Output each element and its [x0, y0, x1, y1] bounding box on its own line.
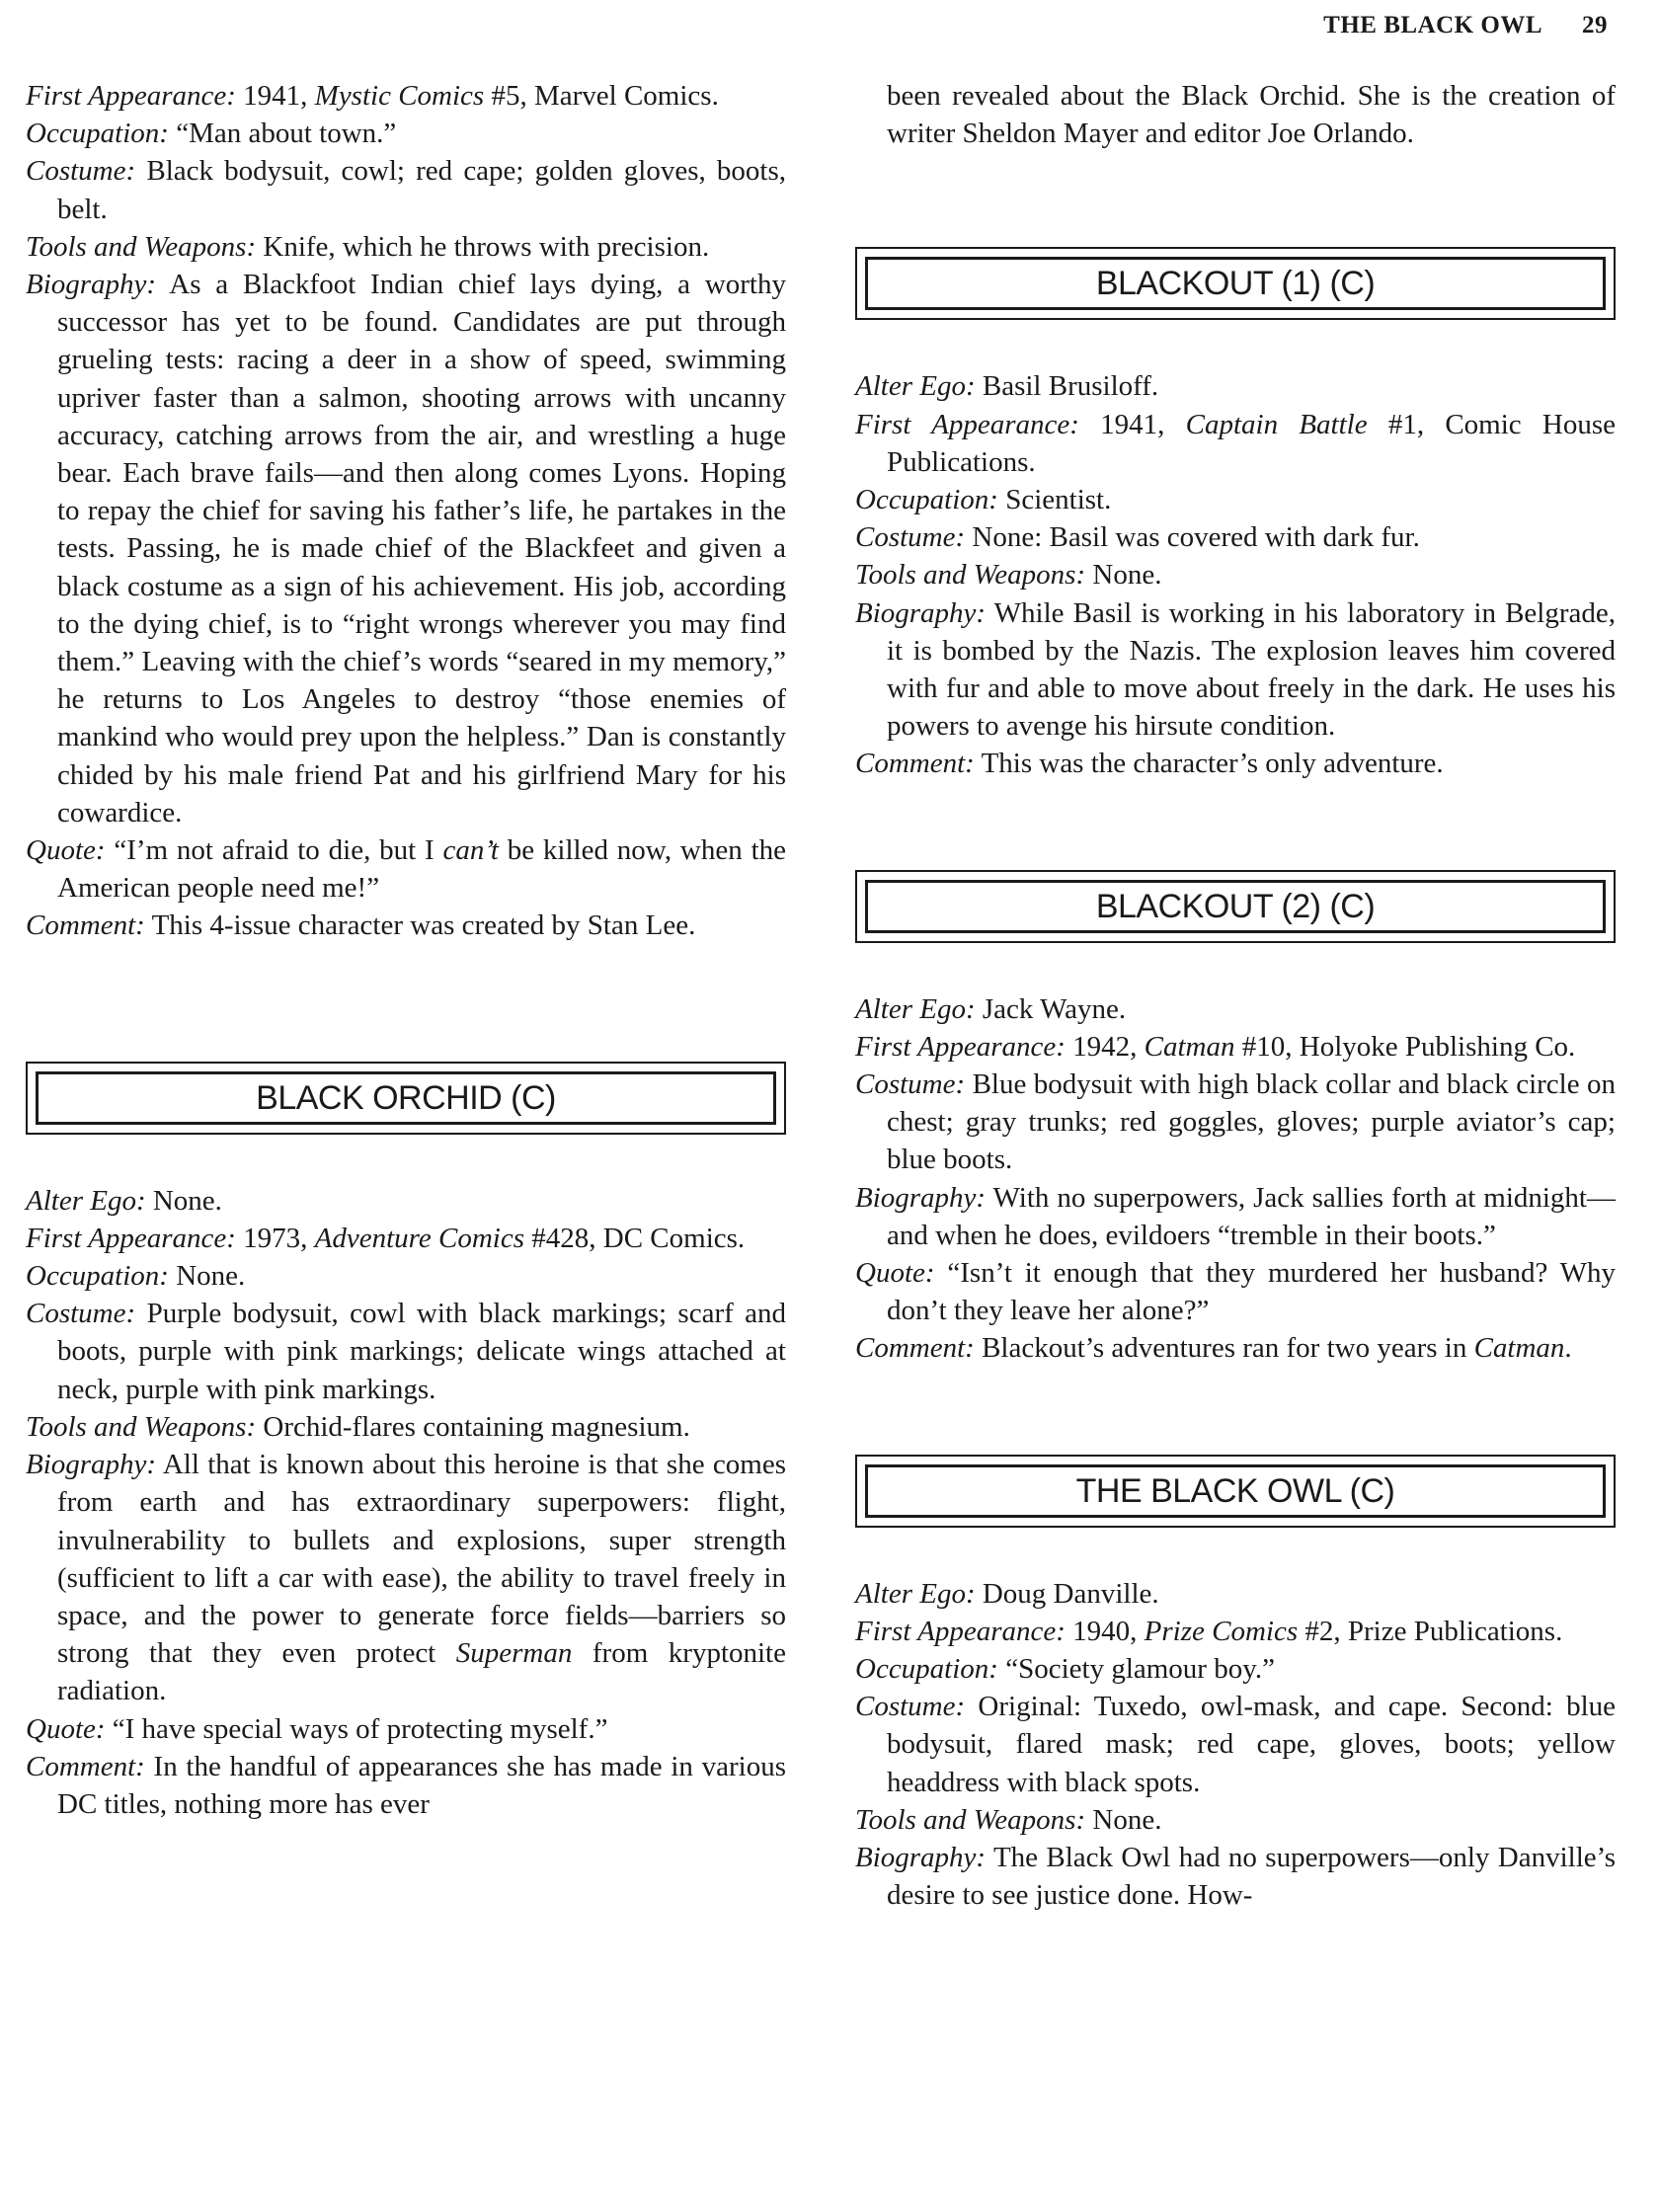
field-biography	[855, 1179, 1616, 1254]
field-text: 1973,	[243, 1222, 315, 1254]
field-label: First Appearance:	[855, 1615, 1066, 1647]
field-label: Biography:	[26, 1449, 157, 1481]
field-label: Tools and Weapons:	[26, 1410, 257, 1443]
heading-blackout-2-title: BLACKOUT (2) (C)	[865, 880, 1606, 933]
heading-blackout-1-title: BLACKOUT (1) (C)	[865, 257, 1606, 310]
field-label: Alter Ego:	[855, 370, 976, 403]
field-title-italic: Catman	[1144, 1030, 1235, 1063]
field-occupation	[26, 1257, 786, 1295]
heading-black-owl	[855, 1455, 1616, 1528]
field-text: Doug Danville.	[982, 1577, 1159, 1610]
field-costume	[26, 152, 786, 227]
field-text: 1942,	[1072, 1030, 1145, 1063]
field-tools-and-weapons	[26, 1408, 786, 1446]
field-text: This was the character’s only adventure.	[981, 748, 1444, 780]
field-title-italic: Prize Comics	[1144, 1615, 1299, 1647]
field-title-italic: Adventure Comics	[314, 1222, 525, 1254]
field-label: Comment:	[26, 909, 145, 942]
heading-black-orchid-title: BLACK ORCHID (C)	[36, 1071, 776, 1125]
field-label: First Appearance:	[855, 1030, 1066, 1063]
field-text: While Basil is working in his laboratory in Belgrade, it is bombed by the Nazis. The explosion leaves him covered with fur and able to move about freely in the dark. He uses his powers to avenge his hirsute condition.	[887, 596, 1616, 743]
field-label: Biography:	[855, 596, 987, 629]
field-text: 1941,	[1100, 408, 1186, 440]
field-label: First Appearance:	[26, 80, 236, 112]
running-title: THE BLACK OWL	[1323, 12, 1542, 39]
field-alter-ego	[26, 1182, 786, 1220]
field-text: #5, Marvel Comics.	[484, 80, 719, 112]
field-biography	[26, 1446, 786, 1709]
field-first-appearance	[26, 1220, 786, 1257]
heading-blackout-1	[855, 247, 1616, 320]
field-label: Biography:	[26, 269, 157, 301]
field-label: Alter Ego:	[26, 1184, 146, 1217]
field-text: With no superpowers, Jack sallies forth at midnight—and when he does, evildoers “tremble in their boots.”	[887, 1181, 1616, 1251]
field-occupation	[855, 481, 1616, 518]
field-text: .	[1564, 1332, 1572, 1365]
entry-blackout-2	[855, 990, 1616, 1368]
field-alter-ego	[855, 990, 1616, 1028]
field-text: None.	[1092, 559, 1162, 592]
field-text: In the handful of appearances she has made in various DC titles, nothing more has ever	[57, 1750, 787, 1820]
field-first-appearance	[855, 406, 1616, 481]
field-label: Costume:	[26, 1298, 136, 1330]
field-label: Occupation:	[26, 1260, 169, 1293]
entry-lyons	[26, 77, 786, 945]
field-label: Comment:	[855, 748, 975, 780]
field-label: First Appearance:	[855, 408, 1079, 440]
field-comment	[855, 745, 1616, 782]
field-first-appearance	[855, 1028, 1616, 1066]
field-text: from kryptonite radiation.	[57, 1637, 786, 1707]
field-label: Biography:	[855, 1842, 987, 1874]
field-label: Quote:	[26, 834, 106, 867]
field-label: Costume:	[855, 1068, 966, 1101]
field-label: Tools and Weapons:	[26, 230, 257, 263]
field-alter-ego	[855, 367, 1616, 405]
field-tools-and-weapons	[26, 228, 786, 266]
field-label: Costume:	[855, 521, 966, 554]
field-text: “Society glamour boy.”	[1005, 1653, 1275, 1686]
field-label: Comment:	[26, 1750, 145, 1782]
page-number: 29	[1582, 12, 1608, 39]
field-text: This 4-issue character was created by Stan Lee.	[151, 909, 696, 942]
field-costume	[26, 1295, 786, 1408]
field-label: Alter Ego:	[855, 992, 976, 1025]
field-comment	[26, 1748, 786, 1823]
heading-black-orchid	[26, 1062, 786, 1135]
left-column	[26, 77, 786, 1823]
field-text: Basil Brusiloff.	[982, 370, 1159, 403]
field-alter-ego	[855, 1575, 1616, 1613]
field-biography	[855, 594, 1616, 746]
field-occupation	[26, 115, 786, 152]
field-text: #428, DC Comics.	[524, 1222, 746, 1254]
field-label: Tools and Weapons:	[855, 1803, 1086, 1836]
entry-black-orchid	[26, 1182, 786, 1823]
field-text: None.	[1092, 1803, 1162, 1836]
field-text: Purple bodysuit, cowl with black markings; scarf and boots, purple with pink markings; delicate wings attached at neck, purple with pink markings.	[57, 1298, 787, 1405]
field-costume	[855, 518, 1616, 556]
field-biography	[26, 266, 786, 831]
field-label: Biography:	[855, 1181, 987, 1214]
field-text: Knife, which he throws with precision.	[263, 230, 710, 263]
field-biography	[855, 1839, 1616, 1914]
field-label: Costume:	[855, 1691, 966, 1723]
field-tools-and-weapons	[855, 1801, 1616, 1839]
field-comment	[855, 1329, 1616, 1367]
field-label: Occupation:	[855, 484, 998, 516]
field-text: “Isn’t it enough that they murdered her husband? Why don’t they leave her alone?”	[887, 1257, 1616, 1327]
field-text: 1940,	[1072, 1615, 1145, 1647]
field-text: #1, Comic House Publications.	[887, 408, 1617, 478]
field-text: None: Basil was covered with dark fur.	[972, 521, 1420, 554]
field-label: Occupation:	[26, 118, 169, 150]
field-label: Tools and Weapons:	[855, 559, 1086, 592]
field-quote	[26, 1710, 786, 1748]
field-text: 1941,	[243, 80, 315, 112]
field-costume	[855, 1688, 1616, 1801]
field-label: Comment:	[855, 1332, 975, 1365]
field-text: “I have special ways of protecting myself.”	[112, 1712, 608, 1745]
field-occupation	[855, 1650, 1616, 1688]
field-label: Costume:	[26, 155, 136, 188]
entry-blackout-1	[855, 367, 1616, 782]
field-costume	[855, 1066, 1616, 1179]
running-header	[1323, 12, 1608, 40]
field-text: #2, Prize Publications.	[1298, 1615, 1563, 1647]
field-text: Jack Wayne.	[982, 992, 1127, 1025]
field-title-italic: Catman	[1473, 1332, 1565, 1365]
field-tools-and-weapons	[855, 556, 1616, 593]
field-label: First Appearance:	[26, 1222, 236, 1254]
field-first-appearance	[855, 1613, 1616, 1650]
field-title-italic: Superman	[455, 1637, 573, 1670]
field-text: Black bodysuit, cowl; red cape; golden gloves, boots, belt.	[57, 155, 786, 225]
field-text: be killed now, when the American people need me!”	[57, 834, 786, 905]
field-quote	[26, 831, 786, 907]
heading-black-owl-title: THE BLACK OWL (C)	[865, 1464, 1606, 1518]
field-label: Quote:	[855, 1257, 935, 1290]
black-orchid-continuation: been revealed about the Black Orchid. She is the creation of writer Sheldon Mayer and editor Joe Orlando.	[887, 80, 1616, 150]
field-title-italic: Mystic Comics	[314, 80, 485, 112]
field-text: All that is known about this heroine is that she comes from earth and has extraordinary superpowers: flight, invulnerability to bullets and explosions, super strength (sufficient to lift a car with ease), the ability to travel freely in space, and the power to generate force fields—barriers so strong that they even protect	[57, 1449, 786, 1670]
field-text: #10, Holyoke Publishing Co.	[1234, 1030, 1576, 1063]
field-text: “Man about town.”	[176, 118, 397, 150]
field-text: Blackout’s adventures ran for two years in	[982, 1332, 1474, 1365]
field-label: Alter Ego:	[855, 1577, 976, 1610]
field-text: Blue bodysuit with high black collar and black circle on chest; gray trunks; red goggles, gloves; purple aviator’s cap; blue boots.	[887, 1068, 1616, 1176]
field-quote	[855, 1254, 1616, 1329]
right-column	[855, 77, 1616, 1915]
field-text: Orchid-flares containing magnesium.	[263, 1410, 690, 1443]
field-first-appearance	[26, 77, 786, 115]
field-label: Occupation:	[855, 1653, 998, 1686]
field-title-italic: Captain Battle	[1185, 408, 1368, 440]
field-text: “I’m not afraid to die, but I	[114, 834, 443, 867]
field-comment	[26, 907, 786, 944]
field-text: The Black Owl had no superpowers—only Danville’s desire to see justice done. How-	[887, 1842, 1616, 1912]
field-label: Quote:	[26, 1712, 106, 1745]
entry-black-owl	[855, 1575, 1616, 1915]
field-text: None.	[152, 1184, 222, 1217]
field-text: Original: Tuxedo, owl-mask, and cape. Second: blue bodysuit, flared mask; red cape, gloves, boots; yellow headdress with black spots.	[887, 1691, 1616, 1798]
field-title-italic: can’t	[442, 834, 499, 867]
field-text: None.	[176, 1260, 246, 1293]
heading-blackout-2	[855, 870, 1616, 943]
field-text: As a Blackfoot Indian chief lays dying, a worthy successor has yet to be found. Candidates are put through grueling tests: racing a deer in a show of speed, swimming upriver faster than a salmon, shooting arrows with uncanny accuracy, catching arrows from the air, and wrestling a huge bear. Each brave fails—and then along comes Lyons. Hoping to repay the chief for saving his father’s life, he partakes in the tests. Passing, he is made chief of the Blackfeet and given a black costume as a sign of his achievement. His job, according to the dying chief, is to “right wrongs wherever you may find them.” Leaving with the chief’s words “seared in my memory,” he returns to Los Angeles to destroy “those enemies of mankind who would prey upon the helpless.” Dan is constantly chided by his male friend Pat and his girlfriend Mary for his cowardice.	[57, 269, 786, 829]
field-text: Scientist.	[1005, 484, 1112, 516]
